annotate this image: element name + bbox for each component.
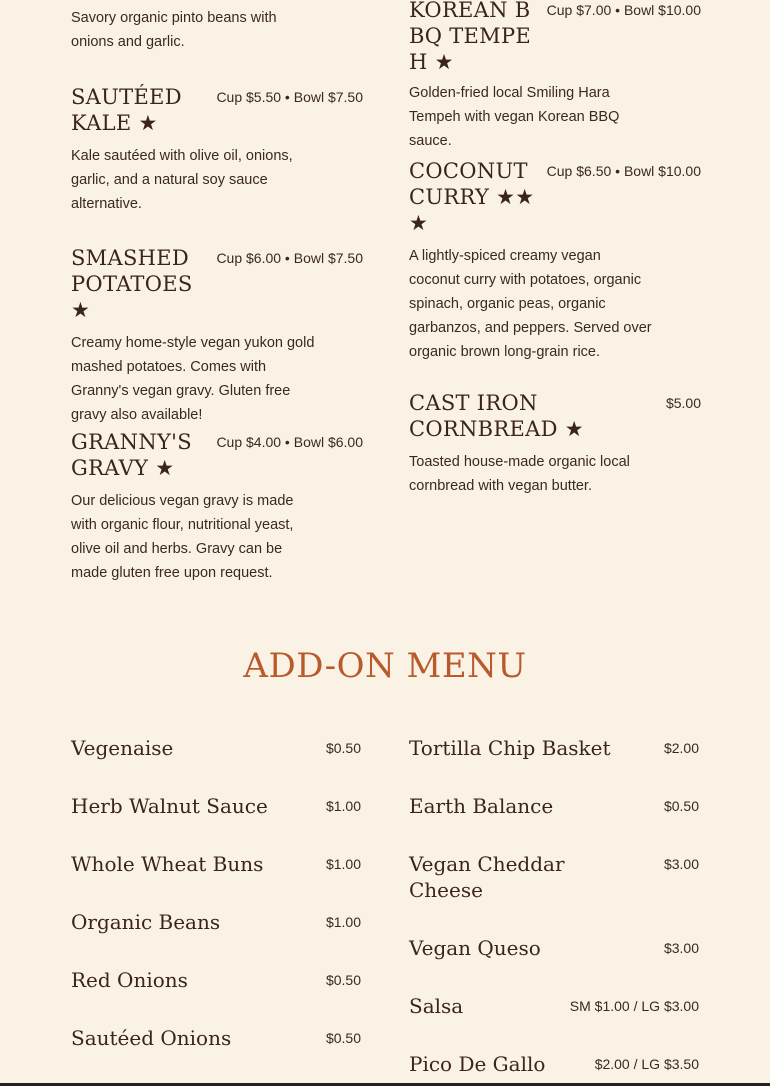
addon-name: Herb Walnut Sauce <box>71 794 268 818</box>
addon-menu-title: ADD-ON MENU <box>243 646 527 686</box>
item-name: GRANNY'S GRAVY ★ <box>71 430 192 480</box>
item-description: Kale sautéed with olive oil, onions, garlic, and a natural soy sauce alternative. <box>71 148 293 212</box>
item-description: Toasted house-made organic local cornbread with vegan butter. <box>409 454 630 494</box>
addon-name: Vegan Queso <box>409 936 541 960</box>
item-name: SMASHED POTATOES ★ <box>71 246 193 322</box>
addon-price: $3.00 <box>663 940 699 956</box>
addon-item <box>409 793 699 819</box>
addon-item <box>409 1051 699 1077</box>
addon-name: Vegenaise <box>71 736 174 760</box>
addon-price: SM $1.00 / LG $3.00 <box>569 998 699 1014</box>
addon-item <box>409 935 699 961</box>
addon-price: $2.00 / LG $3.50 <box>594 1056 699 1072</box>
item-description: Savory organic pinto beans with onions and garlic. <box>71 10 277 50</box>
item-price: Cup $5.50 • Bowl $7.50 <box>216 89 363 105</box>
item-description: Golden-fried local Smiling Hara Tempeh with vegan Korean BBQ sauce. <box>409 85 620 149</box>
addon-name: Tortilla Chip Basket <box>409 736 611 760</box>
addon-price: $0.50 <box>325 1030 361 1046</box>
item-price: Cup $6.00 • Bowl $7.50 <box>216 250 363 266</box>
menu-item <box>71 245 363 427</box>
item-description: A lightly-spiced creamy vegan coconut curry with potatoes, organic spinach, organic peas, organic garbanzos, and peppers. Served over organic brown long-grain rice. <box>409 248 652 360</box>
menu-item <box>409 390 701 498</box>
item-description: Our delicious vegan gravy is made with organic flour, nutritional yeast, olive oil and herbs. Gravy can be made gluten free upon request. <box>71 493 294 581</box>
addon-price: $0.50 <box>325 740 361 756</box>
item-description: Creamy home-style vegan yukon gold mashed potatoes. Comes with Granny's vegan gravy. Gluten free gravy also available! <box>71 335 315 423</box>
addon-name: Whole Wheat Buns <box>71 852 264 876</box>
item-name: SAUTÉED KALE ★ <box>71 85 182 135</box>
addon-name: Sautéed Onions <box>71 1026 232 1050</box>
addon-item <box>71 909 361 935</box>
addon-price: $1.00 <box>325 914 361 930</box>
addon-item <box>71 851 361 877</box>
item-price: Cup $6.50 • Bowl $10.00 <box>546 163 701 179</box>
addon-name: Pico De Gallo <box>409 1052 546 1076</box>
addon-name: Red Onions <box>71 968 188 992</box>
item-price: Cup $4.00 • Bowl $6.00 <box>216 434 363 450</box>
item-price: Cup $7.00 • Bowl $10.00 <box>546 2 701 18</box>
addon-item <box>71 967 361 993</box>
addon-item <box>71 735 361 761</box>
addon-item <box>71 1025 361 1051</box>
addon-item <box>409 993 699 1019</box>
addon-price: $2.00 <box>663 740 699 756</box>
addon-item <box>409 735 699 761</box>
menu-item <box>409 158 701 364</box>
addon-price: $1.00 <box>325 856 361 872</box>
menu-item <box>409 0 701 153</box>
addon-name: Salsa <box>409 994 464 1018</box>
addon-name: Organic Beans <box>71 910 221 934</box>
item-name: KOREAN BBQ TEMPEH ★ <box>409 0 532 74</box>
addon-price: $1.00 <box>325 798 361 814</box>
addon-item <box>409 851 699 903</box>
addon-name: Earth Balance <box>409 794 554 818</box>
item-name: CAST IRON CORNBREAD ★ <box>409 391 584 441</box>
item-price: $5.00 <box>665 395 701 411</box>
addon-price: $0.50 <box>325 972 361 988</box>
menu-item <box>71 429 363 585</box>
item-name: COCONUT CURRY ★★★ <box>409 159 535 235</box>
menu-item <box>71 84 363 216</box>
menu-item <box>71 6 363 54</box>
addon-item <box>71 793 361 819</box>
addon-price: $0.50 <box>663 798 699 814</box>
addon-price: $3.00 <box>663 856 699 872</box>
addon-name: Vegan Cheddar Cheese <box>409 852 565 902</box>
